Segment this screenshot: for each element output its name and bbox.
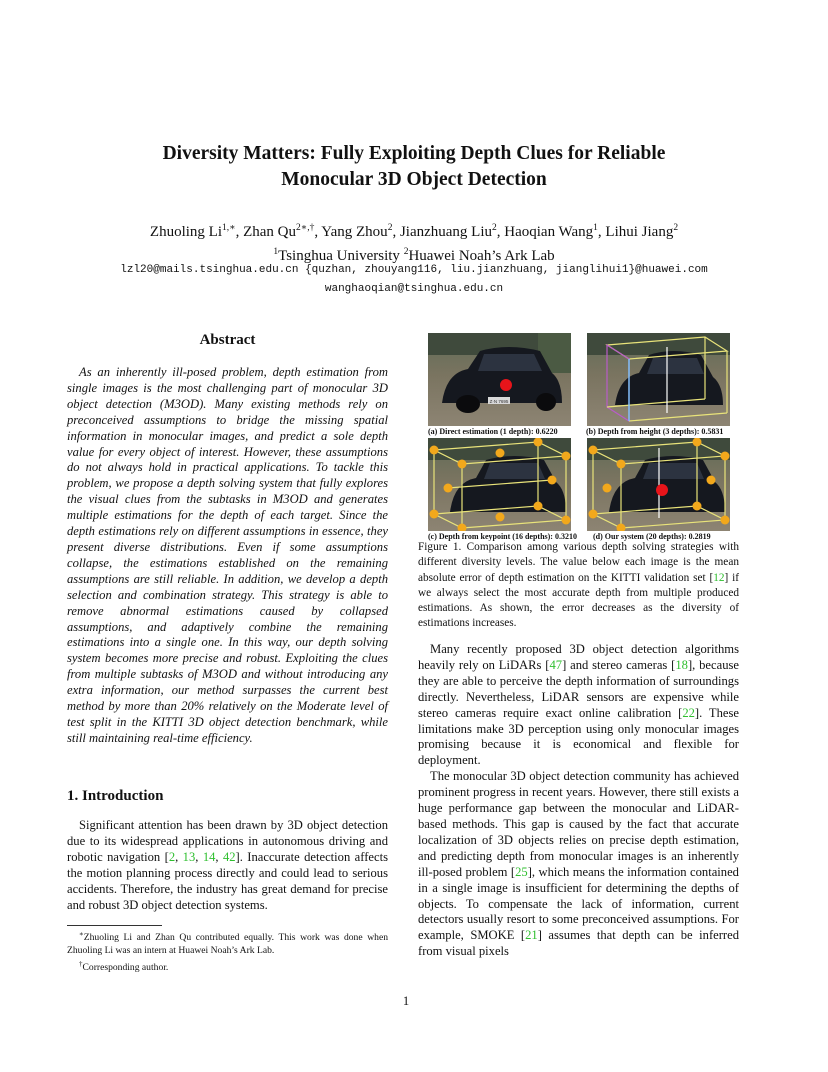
author-sup: 1,∗ [221, 223, 236, 233]
footnote-rule [67, 925, 162, 926]
figure-panel-c-caption: (c) Depth from keypoint (16 depths): 0.3210 [428, 532, 577, 541]
body-text: The monocular 3D object detection community has achieved prominent progress in recent years. However, there still exists a huge performance gap between the monocular and LiDAR-based methods. This gap is caused by the fact that accurate localization of 3D objects relies on precise depth estimation, and predicting depth from monocular images is an inherently ill-posed problem [ [418, 769, 739, 879]
figure-panel-a-caption: (a) Direct estimation (1 depth): 0.6220 [428, 427, 558, 436]
figure-1 [428, 333, 738, 540]
affiliation: Tsinghua University [278, 248, 400, 264]
citation-link[interactable]: 13 [182, 849, 196, 864]
email-block [20, 261, 808, 298]
body-text: Many recently proposed 3D object detection algorithms heavily rely on LiDARs [ [418, 642, 739, 672]
author-name: Zhuoling Li [149, 224, 222, 240]
footnote-mark: † [79, 959, 83, 968]
author-sup: 2 [673, 223, 679, 233]
abstract-text: As an inherently ill-posed problem, depth estimation from single images is the most challenging part of monocular 3D object detection (M3OD). Many existing methods rely on preconceived assumptions to bridge the missing spatial information in monocular images, and predict a sole depth value for every object of interest. However, these assumptions do not always hold in practical applications. To tackle this problem, we propose a depth solving system that fully explores the visual clues from the subtasks in M3OD and generates multiple estimations for the depth of each target. Since the depth estimations rely on different assumptions in essence, they present diverse distributions. Even if some assumptions collapse, the estimations established on the remaining assumptions are still reliable. In addition, we develop a depth selection and combination strategy. This strategy is able to remove abnormal estimations caused by collapsed assumptions, and adaptively combine the remaining estimations into a single one. In this way, our depth solving system becomes more precise and robust. Exploiting the clues from multiple subtasks of M3OD and without introducing any extra information, our method surpasses the current best method by more than 20% relatively on the Moderate level of test split in the KITTI 3D object detection benchmark, while still maintaining real-time efficiency. [67, 365, 388, 745]
author-sup: 2 [492, 223, 497, 233]
authors-line: Zhuoling $Li^{1,∗}$, Zhan $Qu^{2∗,\dagger}$, Yang Zhou$^2$, Jianzhuang Liu$^2$, Haoqian Wang$^1$, Lihui Jiang$^2$ [149, 223, 679, 240]
title-line-2: Monocular 3D Object Detection [281, 169, 547, 190]
title-line-1: Diversity Matters: Fully Exploiting Depth Clues for Reliable [162, 143, 666, 164]
citation-link[interactable]: 14 [202, 849, 216, 864]
caption-text: ] if we always select the most accurate depth from multiple produced estimations. As shown, the error decreases as the diversity of estimations increases. [418, 571, 739, 630]
right-column-body [418, 642, 739, 960]
caption-text: Figure 1. Comparison among various depth solving strategies with different diversity levels. The value below each image is the mean absolute error of depth estimation on the KITTI validation set [ [418, 541, 739, 584]
citation-link[interactable]: 2 [168, 849, 176, 864]
figure-panel-b-caption: (b) Depth from height (3 depths): 0.5831 [586, 427, 724, 436]
figure-panel-d-image [587, 438, 730, 531]
figure-panel-b-image [587, 333, 730, 426]
author-name: Haoqian Wang [504, 224, 594, 240]
body-text: ], which means the information contained in a single image is insufficient for determining the depths of objects. To compensate the lack of information, current detectors usually resort to some preconceived assumptions. For example, SMOKE [ [418, 864, 739, 943]
author-name: Lihui Jiang [605, 224, 674, 240]
figure-panel-d-caption: (d) Our system (20 depths): 0.2819 [593, 532, 711, 541]
citation-link[interactable]: 25 [515, 864, 528, 879]
author-name: Jianzhuang Liu [399, 224, 492, 240]
intro-paragraph: Significant attention has been drawn by 3D object detection due to its widespread applications in autonomous driving and robotic navigation [2, 13, 14, 42]. Inaccurate detection affects the motion planning process directly and could lead to serious accidents. Therefore, the industry has great demand for precise and robust 3D object detection systems. [67, 818, 388, 912]
citation-link[interactable]: 18 [675, 657, 688, 672]
citation-link[interactable]: 21 [525, 928, 538, 943]
body-paragraph [418, 769, 739, 960]
footnote-mark: ∗ [79, 930, 84, 938]
section-heading-introduction: 1. Introduction [67, 788, 164, 804]
body-text: ] assumes that depth can be inferred from visual pixels [418, 928, 739, 959]
paper-title [60, 141, 768, 193]
footnote-1 [67, 928, 388, 958]
affil-sup: 2 [403, 247, 409, 257]
author-name: Yang Zhou [321, 224, 388, 240]
abstract-heading: Abstract [199, 332, 256, 348]
author-sup: 1 [593, 223, 598, 233]
figure-panel-a-image [428, 333, 571, 426]
author-sup: 2 [387, 223, 393, 233]
page-number: 1 [402, 994, 410, 1008]
affiliation: Huawei Noah’s Ark Lab [408, 248, 555, 264]
body-text: ], because they are able to perceive the depth information of surroundings directly. Nevertheless, LiDAR sensors are expensive while stereo cameras require exact online calibration [ [418, 657, 739, 720]
footnote-2 [67, 958, 388, 975]
depth-estimate-point [656, 484, 668, 496]
author-list [40, 218, 788, 266]
citation-link[interactable]: 12 [713, 571, 725, 584]
body-text: ] and stereo cameras [ [562, 657, 676, 672]
email-line-2: wanghaoqian@tsinghua.edu.cn [324, 282, 504, 295]
figure-1-caption [418, 540, 739, 632]
intro-text: ]. Inaccurate detection affects the motion planning process directly and could lead to serious accidents. Therefore, the industry has great demand for precise and robust 3D object detection systems. [67, 849, 388, 912]
citation-link[interactable]: 22 [682, 705, 695, 720]
author-sup: 2∗,† [295, 223, 315, 233]
intro-text: Significant attention has been drawn by 3D object detection due to its widespread applications in autonomous driving and robotic navigation [ [67, 818, 388, 864]
body-text: ]. These limitations make 3D perception using only monocular images promising because it is economical and flexible for deployment. [418, 705, 739, 768]
depth-estimate-point [500, 379, 512, 391]
figure-panel-c-image [428, 438, 571, 531]
email-line-1: lzl20@mails.tsinghua.edu.cn {quzhan, zhouyang116, liu.jianzhuang, jianglihui1}@huawei.com [120, 264, 708, 276]
footnote-text: Zhuoling Li and Zhan Qu contributed equally. This work was done when Zhuoling Li was an intern at Huawei Noah’s Ark Lab. [67, 932, 388, 956]
footnotes [67, 928, 388, 974]
body-paragraph [418, 642, 739, 769]
citation-link[interactable]: 42 [222, 849, 236, 864]
citation-link[interactable]: 47 [549, 657, 563, 672]
author-name: Zhan Qu [243, 224, 296, 240]
affil-sup: 1 [273, 247, 279, 257]
footnote-text: Corresponding author. [82, 961, 169, 973]
license-plate: Z·N 7695 [489, 399, 509, 404]
